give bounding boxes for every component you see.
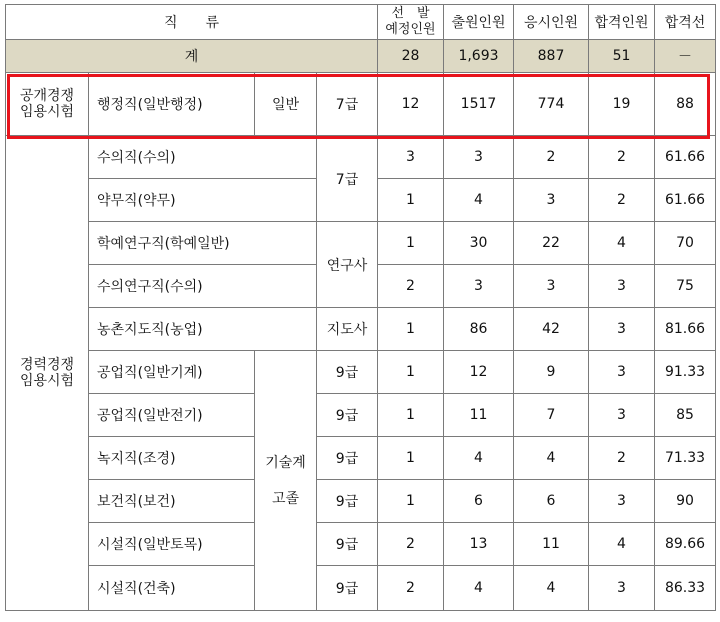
total-took: 887 — [514, 40, 589, 73]
row-took: 6 — [514, 480, 589, 523]
header-took: 응시인원 — [514, 5, 589, 40]
row-planned: 3 — [378, 136, 444, 179]
row-applied: 3 — [444, 265, 514, 308]
grade-advisor: 지도사 — [317, 308, 378, 351]
table-row — [6, 308, 716, 351]
row-took: 4 — [514, 437, 589, 480]
public-category-line1: 공개경쟁 — [19, 88, 75, 104]
row-cutoff: 91.33 — [655, 351, 716, 394]
row-planned: 1 — [378, 222, 444, 265]
table-row — [6, 437, 716, 480]
row-passed: 3 — [589, 394, 655, 437]
row-cutoff: 90 — [655, 480, 716, 523]
total-cutoff: － — [655, 40, 716, 73]
public-row — [6, 73, 716, 136]
row-planned: 1 — [378, 480, 444, 523]
public-type: 일반 — [255, 73, 317, 136]
public-planned: 12 — [378, 73, 444, 136]
header-row — [6, 5, 716, 40]
row-planned: 2 — [378, 265, 444, 308]
row-took: 2 — [514, 136, 589, 179]
row-name: 공업직(일반기계) — [89, 351, 255, 394]
header-category: 직 류 — [6, 5, 378, 40]
row-name: 시설직(건축) — [89, 566, 255, 611]
table-row — [6, 523, 716, 566]
table-row — [6, 394, 716, 437]
row-cutoff: 81.66 — [655, 308, 716, 351]
row-took: 9 — [514, 351, 589, 394]
total-passed: 51 — [589, 40, 655, 73]
row-applied: 13 — [444, 523, 514, 566]
row-passed: 4 — [589, 222, 655, 265]
row-took: 22 — [514, 222, 589, 265]
header-planned — [378, 5, 444, 40]
row-grade: 9급 — [317, 437, 378, 480]
row-passed: 3 — [589, 351, 655, 394]
row-applied: 4 — [444, 179, 514, 222]
tech-highschool-group — [255, 351, 317, 611]
header-applied: 출원인원 — [444, 5, 514, 40]
row-took: 42 — [514, 308, 589, 351]
row-passed: 4 — [589, 523, 655, 566]
row-cutoff: 85 — [655, 394, 716, 437]
header-planned-line1: 선 발 — [391, 6, 430, 21]
row-cutoff: 75 — [655, 265, 716, 308]
row-applied: 4 — [444, 437, 514, 480]
public-passed: 19 — [589, 73, 655, 136]
public-category-line2: 임용시험 — [19, 104, 75, 120]
table-row — [6, 566, 716, 611]
row-applied: 30 — [444, 222, 514, 265]
row-planned: 1 — [378, 437, 444, 480]
row-passed: 2 — [589, 437, 655, 480]
row-name: 약무직(약무) — [89, 179, 317, 222]
group-label-line1: 기술계 — [265, 454, 306, 471]
row-applied: 12 — [444, 351, 514, 394]
total-planned: 28 — [378, 40, 444, 73]
row-cutoff: 71.33 — [655, 437, 716, 480]
public-category — [6, 73, 89, 136]
row-name: 공업직(일반전기) — [89, 394, 255, 437]
row-name: 농촌지도직(농업) — [89, 308, 317, 351]
career-category-line1: 경력경쟁 — [19, 357, 75, 373]
table-row — [6, 136, 716, 179]
header-planned-line2: 예정인원 — [385, 22, 436, 37]
public-applied: 1517 — [444, 73, 514, 136]
row-planned: 2 — [378, 523, 444, 566]
row-cutoff: 86.33 — [655, 566, 716, 611]
public-grade: 7급 — [317, 73, 378, 136]
row-passed: 2 — [589, 136, 655, 179]
row-took: 3 — [514, 179, 589, 222]
row-name: 수의연구직(수의) — [89, 265, 317, 308]
career-category — [6, 136, 89, 611]
row-planned: 2 — [378, 566, 444, 611]
row-planned: 1 — [378, 351, 444, 394]
row-passed: 2 — [589, 179, 655, 222]
table-row — [6, 480, 716, 523]
group-label-line2: 고졸 — [271, 490, 300, 507]
row-planned: 1 — [378, 394, 444, 437]
grade-researcher-group: 연구사 — [317, 222, 378, 308]
row-grade: 9급 — [317, 480, 378, 523]
total-row — [6, 40, 716, 73]
row-grade: 9급 — [317, 394, 378, 437]
row-cutoff: 61.66 — [655, 179, 716, 222]
total-applied: 1,693 — [444, 40, 514, 73]
row-took: 7 — [514, 394, 589, 437]
results-table — [5, 4, 716, 611]
table-row — [6, 351, 716, 394]
row-cutoff: 89.66 — [655, 523, 716, 566]
public-cutoff: 88 — [655, 73, 716, 136]
row-took: 11 — [514, 523, 589, 566]
row-took: 4 — [514, 566, 589, 611]
row-grade: 9급 — [317, 566, 378, 611]
row-applied: 86 — [444, 308, 514, 351]
row-name: 학예연구직(학예일반) — [89, 222, 317, 265]
row-cutoff: 70 — [655, 222, 716, 265]
row-applied: 6 — [444, 480, 514, 523]
row-passed: 3 — [589, 308, 655, 351]
row-name: 시설직(일반토목) — [89, 523, 255, 566]
grade-7-group: 7급 — [317, 136, 378, 222]
career-category-line2: 임용시험 — [19, 373, 75, 389]
row-passed: 3 — [589, 566, 655, 611]
row-applied: 11 — [444, 394, 514, 437]
row-applied: 3 — [444, 136, 514, 179]
row-planned: 1 — [378, 308, 444, 351]
row-cutoff: 61.66 — [655, 136, 716, 179]
table-row — [6, 222, 716, 265]
row-grade: 9급 — [317, 351, 378, 394]
row-name: 수의직(수의) — [89, 136, 317, 179]
row-applied: 4 — [444, 566, 514, 611]
row-grade: 9급 — [317, 523, 378, 566]
public-took: 774 — [514, 73, 589, 136]
total-label: 계 — [6, 40, 378, 73]
row-name: 녹지직(조경) — [89, 437, 255, 480]
public-name: 행정직(일반행정) — [89, 73, 255, 136]
header-cutoff: 합격선 — [655, 5, 716, 40]
row-passed: 3 — [589, 265, 655, 308]
header-passed: 합격인원 — [589, 5, 655, 40]
row-planned: 1 — [378, 179, 444, 222]
row-name: 보건직(보건) — [89, 480, 255, 523]
row-took: 3 — [514, 265, 589, 308]
row-passed: 3 — [589, 480, 655, 523]
